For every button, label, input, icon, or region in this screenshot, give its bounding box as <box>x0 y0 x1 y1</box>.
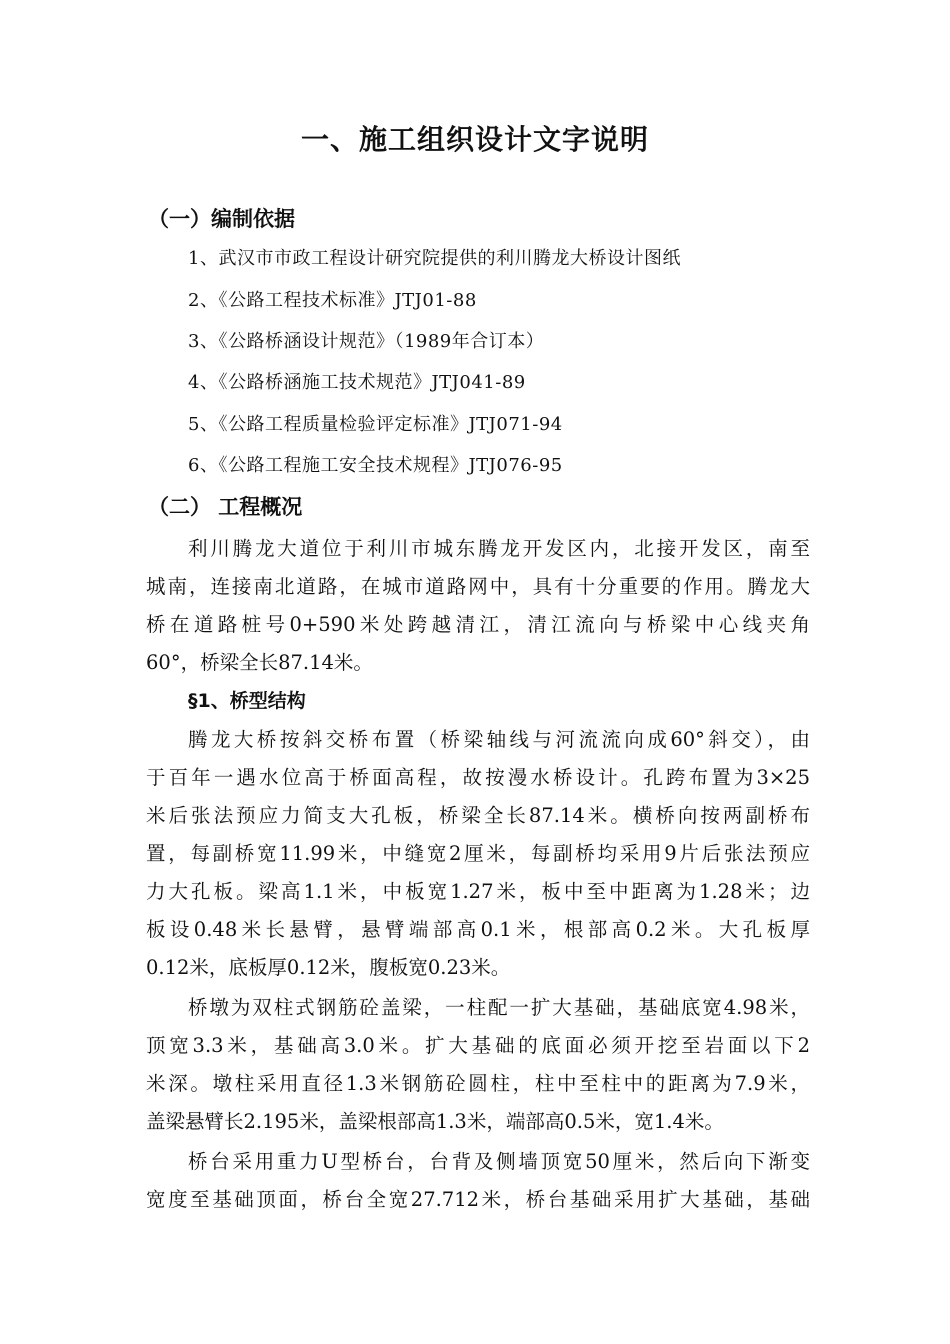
paragraph-line: 置，每副桥宽11.99米，中缝宽2厘米，每副桥均采用9片后张法预应 <box>146 842 810 865</box>
paragraph-line: 利川腾龙大道位于利川市城东腾龙开发区内，北接开发区，南至 <box>188 537 810 560</box>
paragraph-line: 盖梁悬臂长2.195米，盖梁根部高1.3米，端部高0.5米，宽1.4米。 <box>146 1110 724 1133</box>
reference-item: 6、《公路工程施工安全技术规程》JTJ076-95 <box>188 455 563 476</box>
paragraph-line: 60°，桥梁全长87.14米。 <box>146 651 373 674</box>
paragraph-line: 米深。墩柱采用直径1.3米钢筋砼圆柱，柱中至柱中的距离为7.9米， <box>146 1072 810 1095</box>
section-heading-overview: （二） 工程概况 <box>148 495 303 519</box>
reference-item: 5、《公路工程质量检验评定标准》JTJ071-94 <box>188 414 563 435</box>
section-heading-basis: （一）编制依据 <box>148 207 295 231</box>
paragraph-line: 于百年一遇水位高于桥面高程，故按漫水桥设计。孔跨布置为3×25 <box>146 766 810 789</box>
reference-item: 3、《公路桥涵设计规范》（1989年合订本） <box>188 331 545 352</box>
paragraph-line: 顶宽3.3米，基础高3.0米。扩大基础的底面必须开挖至岩面以下2 <box>146 1034 810 1057</box>
paragraph-line: 桥台采用重力U型桥台，台背及侧墙顶宽50厘米，然后向下渐变 <box>188 1150 810 1173</box>
paragraph-line: 桥墩为双柱式钢筋砼盖梁，一柱配一扩大基础，基础底宽4.98米， <box>188 996 810 1019</box>
reference-item: 1、武汉市市政工程设计研究院提供的利川腾龙大桥设计图纸 <box>188 248 681 269</box>
paragraph-line: 力大孔板。梁高1.1米，中板宽1.27米，板中至中距离为1.28米；边 <box>146 880 810 903</box>
paragraph-line: 米后张法预应力简支大孔板，桥梁全长87.14米。横桥向按两副桥布 <box>146 804 810 827</box>
paragraph-line: 0.12米，底板厚0.12米，腹板宽0.23米。 <box>146 956 511 979</box>
paragraph-line: 板设0.48米长悬臂，悬臂端部高0.1米，根部高0.2米。大孔板厚 <box>146 918 810 941</box>
paragraph-line: 桥在道路桩号0+590米处跨越清江，清江流向与桥梁中心线夹角 <box>146 613 810 636</box>
reference-item: 4、《公路桥涵施工技术规范》JTJ041-89 <box>188 372 526 393</box>
paragraph-line: 宽度至基础顶面，桥台全宽27.712米，桥台基础采用扩大基础，基础 <box>146 1188 810 1211</box>
reference-item: 2、《公路工程技术标准》JTJ01-88 <box>188 290 477 311</box>
page-title: 一、施工组织设计文字说明 <box>300 123 649 156</box>
paragraph-line: 腾龙大桥按斜交桥布置（桥梁轴线与河流流向成60°斜交），由 <box>188 728 810 751</box>
paragraph-line: 城南，连接南北道路，在城市道路网中，具有十分重要的作用。腾龙大 <box>146 575 810 598</box>
subsection-heading: §1、桥型结构 <box>188 690 306 712</box>
